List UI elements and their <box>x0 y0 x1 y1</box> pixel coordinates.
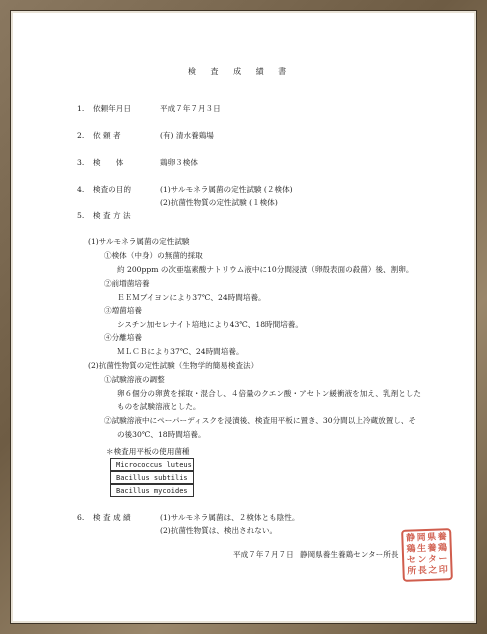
seal-glyph: 養 <box>427 543 437 554</box>
item-5-number: 5. <box>77 211 85 220</box>
seal-glyph: ー <box>438 554 448 565</box>
species-2: Bacillus subtilis <box>116 474 188 482</box>
seal-glyph: 県 <box>426 532 437 543</box>
method-2-step-b-text-1: ②試験溶液中にペーパーディスクを浸漬後、検査用平板に置き、30分間以上冷蔵放置し、そ <box>104 416 417 425</box>
item-4-number: 4. <box>77 185 85 194</box>
results-line-1: (1)サルモネラ属菌は、２検体とも陰性。 <box>160 513 300 522</box>
method-1-step-d: ④分離培養 <box>104 333 142 342</box>
item-1-number: 1. <box>77 104 85 113</box>
document-title: 検 査 成 績 書 <box>188 67 293 76</box>
item-3-label: 検 体 <box>93 158 124 167</box>
item-4-value-2: (2)抗菌性物質の定性試験 (１検体) <box>160 198 278 207</box>
seal-glyph: 鶏 <box>437 543 448 554</box>
item-3-number: 3. <box>77 158 85 167</box>
method-1-step-a-text: 約 200ppm の次亜塩素酸ナトリウム液中に10分間浸漬（卵殻表面の殺菌）後、割卵。 <box>117 265 414 274</box>
method-1-title: (1)サルモネラ属菌の定性試験 <box>88 237 190 246</box>
results-number: 6. <box>77 513 85 522</box>
method-1-step-b: ②前増菌培養 <box>104 279 150 288</box>
issue-date: 平成７年７月７日 <box>233 550 294 559</box>
species-1: Micrococcus luteus <box>116 461 192 469</box>
seal-glyph: タ <box>427 554 438 565</box>
item-5-label: 検 査 方 法 <box>93 211 131 220</box>
seal-glyph: 静 <box>405 533 416 544</box>
item-2-number: 2. <box>77 131 85 140</box>
item-2-label: 依 頼 者 <box>93 131 121 140</box>
item-2-value: (有) 清水養鶏場 <box>160 131 214 140</box>
method-2-title: (2)抗菌性物質の定性試験（生物学的簡易検査法） <box>88 361 259 370</box>
seal-glyph: 岡 <box>416 533 426 544</box>
method-1-step-a: ①検体（中身）の無菌的採取 <box>104 251 203 260</box>
seal-glyph: セ <box>406 555 417 566</box>
method-1-step-c-text: シスチン加セレナイト培地により43℃、18時間培養。 <box>117 320 303 329</box>
results-label: 検 査 成 績 <box>93 513 131 522</box>
method-1-step-b-text: ＥＥＭブイヨンにより37℃、24時間培養。 <box>117 293 266 302</box>
seal-glyph: ン <box>417 555 427 566</box>
item-4-value: (1)サルモネラ属菌の定性試験 (２検体) <box>160 185 293 194</box>
seal-glyph: 印 <box>438 565 448 576</box>
method-1-step-c: ③増菌培養 <box>104 306 142 315</box>
seal-glyph: 鶏 <box>406 544 416 555</box>
seal-glyph: 長 <box>417 566 427 577</box>
seal-glyph: 生 <box>416 544 427 555</box>
official-seal-stamp <box>401 528 453 582</box>
method-2-step-b-text-2: の後30℃、18時間培養。 <box>117 430 206 439</box>
item-3-value: 鶏卵３検体 <box>160 158 198 167</box>
issuer-name: 静岡県養生養鶏センター所長 <box>300 550 399 559</box>
plate-species-note: ＊検査用平板の使用菌種 <box>106 447 190 456</box>
item-1-value: 平成７年７月３日 <box>160 104 221 113</box>
seal-glyph: 養 <box>437 532 447 543</box>
seal-glyph: 所 <box>407 566 417 577</box>
method-2-step-a-text-1: 卵６個分の卵黄を採取・混合し、４倍量のクエン酸・アセトン緩衝液を加え、乳剤とした <box>117 389 421 398</box>
method-2-step-a-text-2: ものを試験溶液とした。 <box>117 402 201 411</box>
method-2-step-a: ①試験溶液の調整 <box>104 375 165 384</box>
item-4-label: 検査の目的 <box>93 185 131 194</box>
results-line-2: (2)抗菌性物質は、検出されない。 <box>160 526 278 535</box>
method-1-step-d-text: ＭＬＣＢにより37℃、24時間培養。 <box>117 347 244 356</box>
species-3: Bacillus mycoides <box>116 487 188 495</box>
item-1-label: 依頼年月日 <box>93 104 131 113</box>
seal-glyph: 之 <box>428 565 438 576</box>
